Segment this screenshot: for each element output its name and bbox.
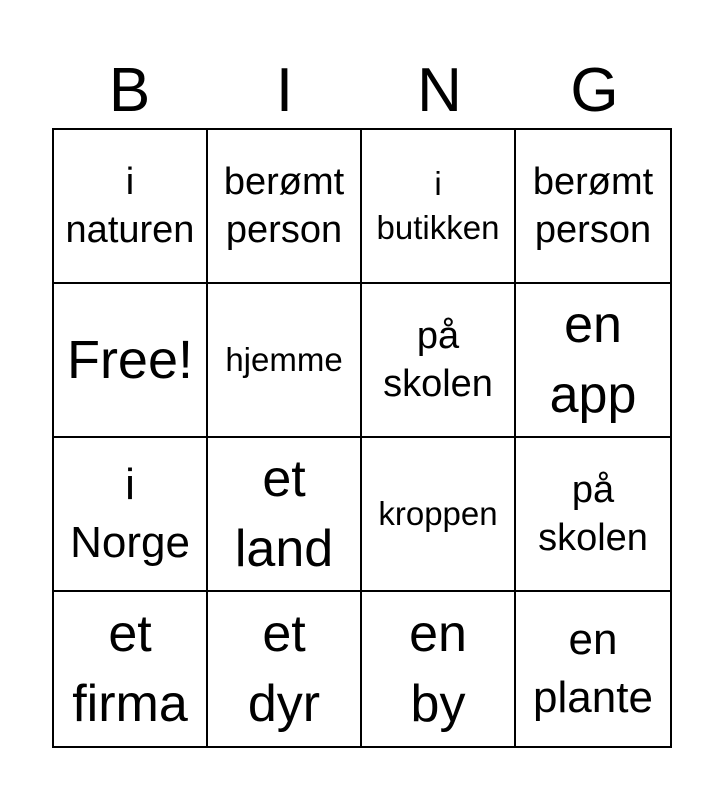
bingo-cell[interactable] — [54, 130, 208, 284]
bingo-cell[interactable] — [54, 592, 208, 746]
bingo-cell[interactable] — [208, 592, 362, 746]
cell-text: et land — [234, 450, 334, 578]
cell-text: et firma — [72, 605, 188, 733]
bingo-header — [52, 55, 672, 127]
cell-text: i naturen — [65, 161, 195, 251]
cell-text: i butikken — [376, 165, 500, 246]
cell-text: i Norge — [70, 460, 190, 567]
cell-text: berømt person — [532, 161, 654, 251]
cell-text: kroppen — [378, 495, 498, 532]
cell-text: et dyr — [247, 605, 321, 733]
cell-text: en app — [549, 296, 637, 424]
cell-text: berømt person — [223, 161, 345, 251]
bingo-cell[interactable] — [54, 438, 208, 592]
cell-text: på skolen — [538, 469, 648, 559]
bingo-cell[interactable] — [362, 438, 516, 592]
bingo-cell[interactable] — [516, 438, 670, 592]
bingo-cell[interactable] — [362, 592, 516, 746]
cell-text: Free! — [66, 330, 194, 390]
cell-text: en plante — [533, 615, 653, 722]
bingo-cell[interactable] — [208, 284, 362, 438]
cell-text: hjemme — [225, 341, 343, 378]
cell-text: på skolen — [383, 315, 493, 405]
header-letter-g: G — [570, 56, 619, 125]
bingo-cell[interactable] — [516, 284, 670, 438]
free-cell[interactable] — [54, 284, 208, 438]
bingo-cell[interactable] — [208, 130, 362, 284]
header-letter-n: N — [417, 56, 462, 125]
cell-text: en by — [409, 605, 467, 733]
bingo-cell[interactable] — [516, 130, 670, 284]
bingo-cell[interactable] — [362, 130, 516, 284]
bingo-cell[interactable] — [208, 438, 362, 592]
header-letter-b: B — [108, 56, 151, 125]
bingo-cell[interactable] — [362, 284, 516, 438]
header-letter-i: I — [275, 56, 294, 125]
bingo-board — [52, 128, 672, 748]
bingo-cell[interactable] — [516, 592, 670, 746]
